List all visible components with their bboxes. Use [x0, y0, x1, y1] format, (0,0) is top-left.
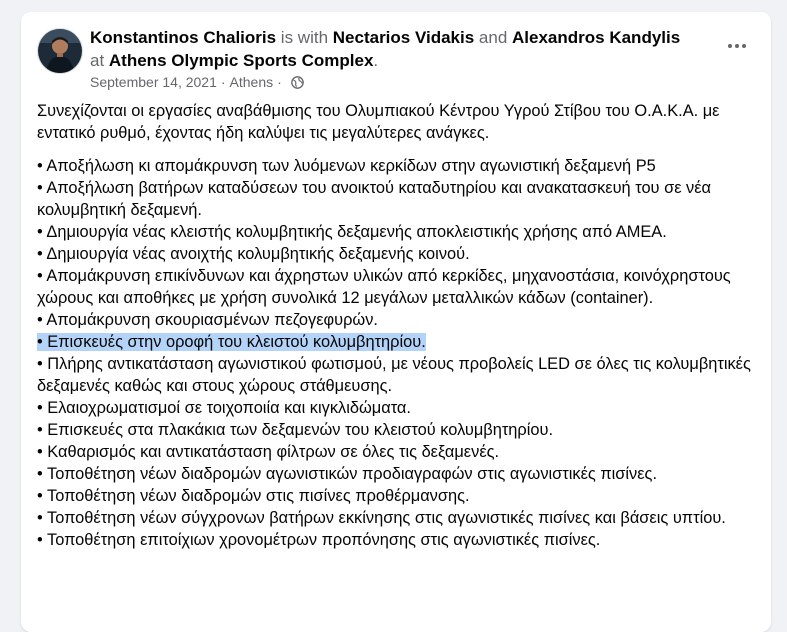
post-meta: [90, 73, 304, 91]
tagged-person-1[interactable]: Nectarios Vidakis: [332, 28, 475, 47]
list-item: • Τοποθέτηση νέων διαδρομών αγωνιστικών προδιαγραφών στις αγωνιστικές πισίνες.: [37, 465, 658, 483]
post-list: [37, 155, 763, 551]
list-item: • Αποξήλωση βατήρων καταδύσεων του ανοικτού καταδυτηρίου και ανακατασκευή του σε νέα κολυμβητική δεξαμενή.: [37, 179, 712, 219]
tagged-person-2[interactable]: Alexandros Kandylis: [512, 28, 681, 47]
avatar-image: [38, 29, 82, 73]
meta-separator: ·: [277, 74, 282, 90]
post-place: Athens: [229, 74, 274, 90]
author-avatar[interactable]: [37, 28, 83, 74]
and-text: and: [474, 28, 513, 47]
list-item: • Τοποθέτηση νέων σύγχρονων βατήρων εκκίνησης στις αγωνιστικές πισίνες και βάσεις υπτίου.: [37, 509, 726, 527]
list-item: • Επισκευές στα πλακάκια των δεξαμενών του κλειστού κολυμβητηρίου.: [37, 421, 554, 439]
list-item: • Απομάκρυνση επικίνδυνων και άχρηστων υλικών από κερκίδες, μηχανοστάσια, κοινόχρηστους χώρους και αποθήκες με χρήση συνολικά 12 μεγάλων μεταλλικών κάδων (container).: [37, 267, 731, 307]
meta-separator: ·: [220, 74, 226, 90]
text-selection: • Επισκευές στην οροφή του κλειστού κολυμβητηρίου.: [37, 333, 426, 351]
globe-icon[interactable]: [291, 76, 304, 89]
post-body: [37, 100, 763, 551]
list-item: • Πλήρης αντικατάσταση αγωνιστικού φωτισμού, με νέους προβολείς LED σε όλες τις κολυμβητικές δεξαμενές καθώς και στους χώρους στάθμευσης.: [37, 355, 751, 395]
list-item: • Ελαιοχρωματισμοί σε τοιχοποιία και κιγκλιδώματα.: [37, 399, 411, 417]
list-item: • Αποξήλωση κι απομάκρυνση των λυόμενων κερκίδων στην αγωνιστική δεξαμενή Ρ5: [37, 157, 656, 175]
list-item: • Απομάκρυνση σκουριασμένων πεζογεφυρών.: [37, 311, 378, 329]
list-item: • Καθαρισμός και αντικατάσταση φίλτρων σε όλες τις δεξαμενές.: [37, 443, 500, 461]
location-link[interactable]: Athens Olympic Sports Complex: [108, 51, 374, 70]
post-intro: Συνεχίζονται οι εργασίες αναβάθμισης του Ολυμπιακού Κέντρου Υγρού Στίβου του Ο.Α.Κ.Α. με εντατικό ρυθμό, έχοντας ήδη καλύψει τις μεγαλύτερες ανάγκες.: [37, 102, 720, 142]
post-header: [90, 26, 690, 72]
list-item: • Τοποθέτηση νέων διαδρομών στις πισίνες προθέρμανσης.: [37, 487, 470, 505]
author-name[interactable]: Konstantinos Chalioris: [90, 28, 277, 47]
at-text: at: [90, 51, 109, 70]
post-card: [21, 12, 771, 632]
more-options-icon[interactable]: [721, 32, 753, 60]
list-item-highlighted: [37, 331, 763, 353]
list-item: • Δημιουργία νέας κλειστής κολυμβητικής δεξαμενής αποκλειστικής χρήσης από ΑΜΕΑ.: [37, 223, 667, 241]
list-item: • Δημιουργία νέας ανοιχτής κολυμβητικής δεξαμενής κοινού.: [37, 245, 470, 263]
with-text: is with: [276, 28, 333, 47]
header-period: .: [373, 51, 379, 70]
post-date[interactable]: September 14, 2021: [90, 74, 217, 90]
list-item: • Τοποθέτηση επιτοίχιων χρονομέτρων προπόνησης στις αγωνιστικές πισίνες.: [37, 531, 601, 549]
